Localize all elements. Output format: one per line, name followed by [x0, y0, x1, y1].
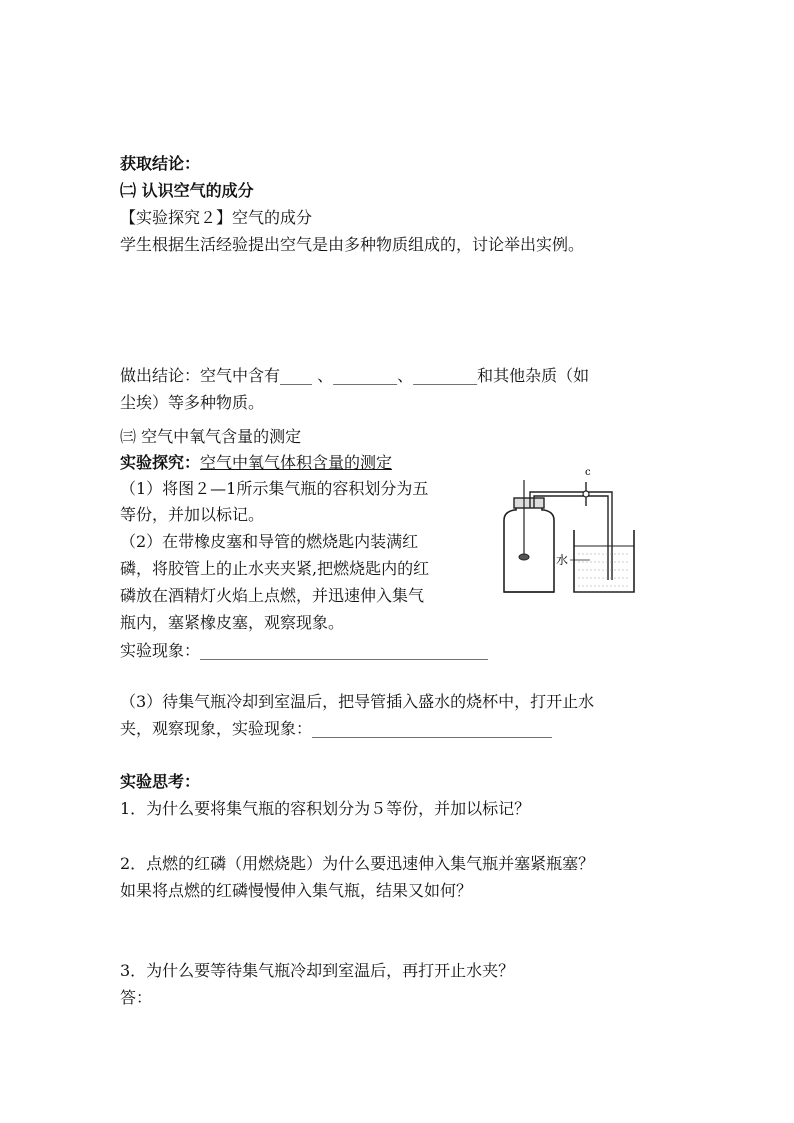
explore-line — [120, 452, 392, 474]
rubber-stopper — [514, 498, 544, 508]
step3-line2: 夹，观察现象，实验现象：______________________________ — [120, 719, 553, 738]
step2-line2: 磷，将胶管上的止水夹夹紧,把燃烧匙内的红 — [120, 559, 430, 578]
step1-line1: （1）将图２—1所示集气瓶的容积划分为五 — [120, 479, 429, 498]
apparatus-diagram — [494, 460, 644, 600]
gas-bottle — [504, 502, 554, 592]
conclusion-heading: 获取结论： — [120, 154, 201, 173]
step2-line4: 瓶内，塞紧橡皮塞，观察现象。 — [120, 613, 345, 632]
question-2-line1: 2．点燃的红磷（用燃烧匙）为什么要迅速伸入集气瓶并塞紧瓶塞？ — [120, 854, 595, 873]
question-1: 1．为什么要将集气瓶的容积划分为５等份，并加以标记？ — [120, 799, 531, 818]
section2-intro: 学生根据生活经验提出空气是由多种物质组成的，讨论举出实例。 — [120, 235, 585, 254]
section3-heading: ㈢ 空气中氧气含量的测定 — [120, 427, 302, 446]
question-2-line2: 如果将点燃的红磷慢慢伸入集气瓶，结果又如何？ — [120, 881, 473, 900]
step3-line1: （3）待集气瓶冷却到室温后，把导管插入盛水的烧杯中，打开止水 — [120, 692, 595, 711]
explore-title: 空气中氧气体积含量的测定 — [200, 453, 393, 472]
clamp-label: c — [585, 467, 591, 478]
step2-line1: （2）在带橡皮塞和导管的燃烧匙内装满红 — [120, 532, 419, 551]
thinking-heading: 实验思考： — [120, 772, 201, 791]
explore-label: 实验探究： — [120, 453, 201, 472]
apparatus-figure — [494, 460, 644, 600]
combustion-spoon — [519, 554, 529, 560]
conclusion-line1: 做出结论：空气中含有____ 、________、________和其他杂质（如 — [120, 366, 590, 385]
step1-line2: 等份，并加以标记。 — [120, 505, 265, 524]
section2-heading: ㈡ 认识空气的成分 — [120, 181, 254, 200]
conclusion-line2: 尘埃）等多种物质。 — [120, 393, 265, 412]
water-label: 水 — [556, 553, 569, 567]
answer-label: 答： — [120, 988, 153, 1007]
beaker — [574, 530, 634, 592]
step2-line3: 磷放在酒精灯火焰上点燃，并迅速伸入集气 — [120, 586, 425, 605]
question-3: 3．为什么要等待集气瓶冷却到室温后，再打开止水夹？ — [120, 961, 515, 980]
phenomenon-line: 实验现象：____________________________________ — [120, 641, 489, 660]
experiment2-title: 【实验探究２】空气的成分 — [120, 208, 313, 227]
